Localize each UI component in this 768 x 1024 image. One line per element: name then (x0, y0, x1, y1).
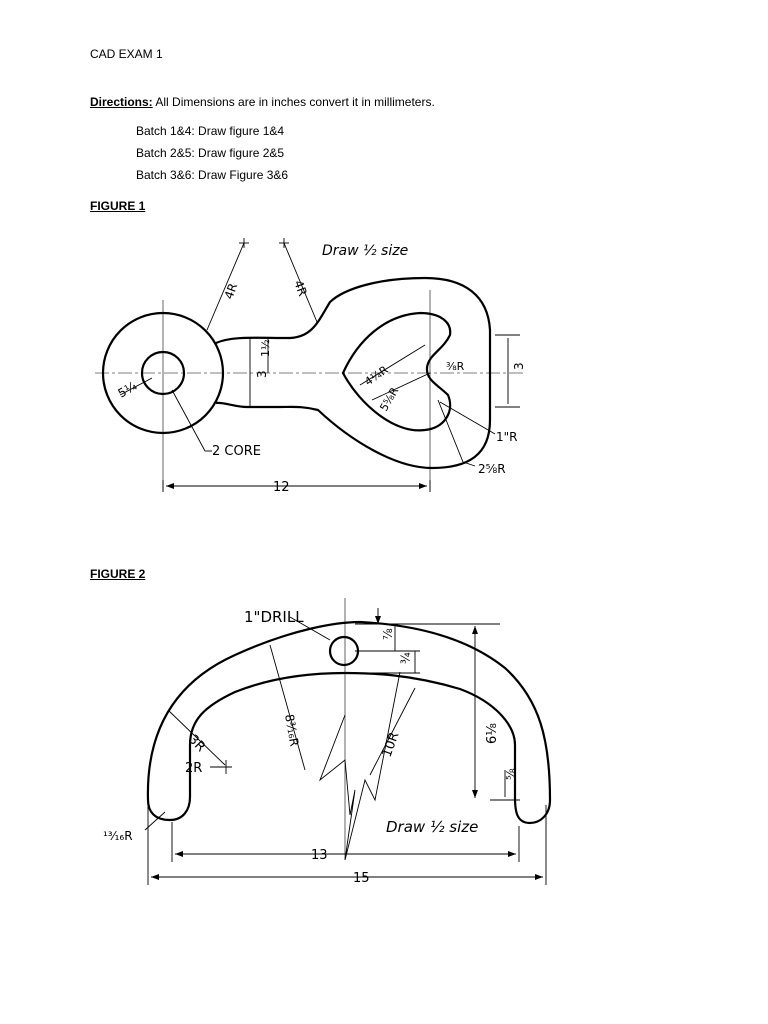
directions-text: All Dimensions are in inches convert it in millimeters. (155, 95, 435, 109)
fig2-label-5-8: ⅝ (504, 768, 518, 780)
fig2-drill-hole (330, 637, 358, 665)
fig1-label-3-8r: ⅜R (446, 360, 465, 373)
fig1-heart-cutout (343, 313, 450, 430)
fig2-label-6-1-8: 6⅛ (485, 723, 500, 744)
fig2-arch-outline (148, 622, 550, 823)
fig2-label-13: 13 (311, 848, 328, 863)
fig1-label-4r-right: 4R (291, 278, 310, 299)
fig2-label-7-8: ⅞ (381, 628, 395, 640)
figure-2-heading: FIGURE 2 (90, 567, 146, 581)
document-title: CAD EXAM 1 (90, 47, 163, 61)
figure-1-heading: FIGURE 1 (90, 199, 146, 213)
fig1-label-1-half: 1½ (259, 339, 272, 357)
fig1-label-1r: 1"R (496, 430, 518, 444)
fig2-label-10r: 10R (379, 730, 403, 760)
fig2-label-13-16r: ¹³⁄₁₆R (103, 829, 133, 843)
fig2-label-3r: 3R (185, 732, 209, 756)
fig1-label-4r-left: 4R (221, 281, 241, 302)
fig1-note: Draw ½ size (322, 243, 409, 259)
fig1-label-5-1-4: 5¼ (115, 378, 140, 401)
batch-line-2: Batch 2&5: Draw figure 2&5 (136, 146, 285, 160)
fig2-label-8-3-16r: 8³⁄₁₆R (282, 713, 302, 748)
figure-1-drawing (95, 238, 526, 495)
batch-line-3: Batch 3&6: Draw Figure 3&6 (136, 168, 289, 182)
fig2-note: Draw ½ size (386, 818, 479, 836)
fig2-label-drill: 1"DRILL (244, 608, 304, 626)
figure-2-drawing (103, 598, 550, 886)
directions-label: Directions: (90, 95, 153, 109)
fig2-label-3-4: ¾ (399, 652, 413, 664)
fig1-label-2-5-8r: 2⅝R (478, 462, 506, 476)
fig1-label-core: 2 CORE (212, 444, 261, 459)
batch-line-1: Batch 1&4: Draw figure 1&4 (136, 124, 285, 138)
fig1-label-4-1-4r: 4¼R (362, 363, 391, 389)
fig1-label-3-center: 3 (255, 370, 269, 378)
fig2-label-2r: 2R (185, 761, 203, 776)
fig1-label-3-right: 3 (512, 362, 526, 370)
fig1-label-12: 12 (273, 480, 290, 495)
fig1-label-5-5-8r: 5⅝R (377, 385, 402, 414)
fig2-label-15: 15 (353, 871, 370, 886)
